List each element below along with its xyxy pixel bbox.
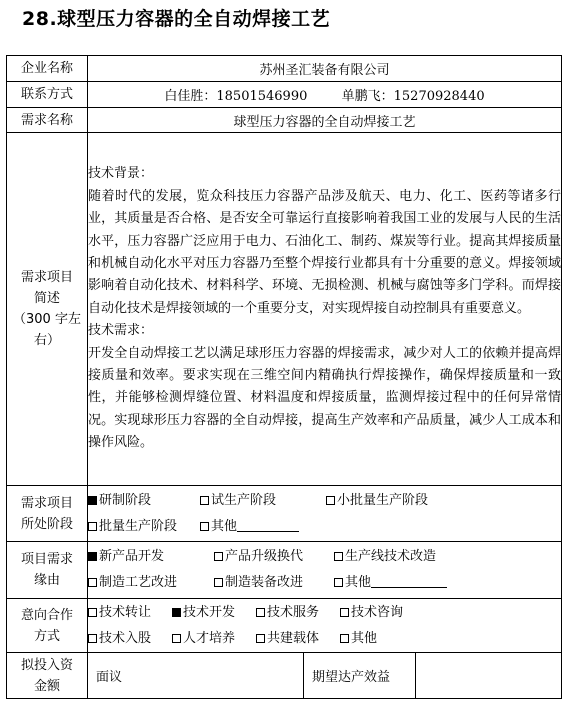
reason-option[interactable]: 制造工艺改进 <box>88 570 214 596</box>
requirement-heading: 技术需求： <box>88 323 154 339</box>
contact-value <box>88 82 562 108</box>
investment-label: 拟投入资 金额 <box>7 653 88 699</box>
checkbox-icon[interactable] <box>334 552 343 561</box>
checkbox-icon[interactable] <box>88 496 97 505</box>
investment-amount: 面议 <box>88 653 304 698</box>
summary-label: 需求项目 简述 （300 字左 右） <box>7 133 88 486</box>
stage-option[interactable]: 研制阶段 <box>88 488 200 514</box>
checkbox-icon[interactable] <box>172 634 181 643</box>
cooperation-option[interactable]: 其他 <box>340 626 377 652</box>
cooperation-option[interactable]: 技术入股 <box>88 626 172 652</box>
stage-option[interactable]: 批量生产阶段 <box>88 514 200 540</box>
reason-options <box>88 542 562 599</box>
checkbox-icon[interactable] <box>200 522 209 531</box>
checkbox-icon[interactable] <box>214 578 223 587</box>
reason-option[interactable]: 其他 <box>334 570 447 596</box>
demand-name-label: 需求名称 <box>7 108 88 133</box>
stage-label: 需求项目 所处阶段 <box>7 486 88 542</box>
reason-option[interactable]: 产品升级换代 <box>214 544 334 570</box>
checkbox-icon[interactable] <box>326 496 335 505</box>
requirement-text: 开发全自动焊接工艺以满足球形压力容器的焊接需求，减少对人工的依赖并提高焊接质量和效率。要求实现在三维空间内精确执行焊接操作，确保焊接质量和一致性，并能够检测焊缝位置、材料温度和焊接质量，监测焊接过程中的任何异常情况。实现球形压力容器的全自动焊接，提高生产效率和产品质量，减少人工成本和操作风险。 <box>88 345 561 451</box>
checkbox-icon[interactable] <box>88 552 97 561</box>
checkbox-icon[interactable] <box>172 608 181 617</box>
cooperation-label: 意向合作 方式 <box>7 599 88 653</box>
checkbox-icon[interactable] <box>340 634 349 643</box>
other-blank-line[interactable] <box>371 575 447 588</box>
checkbox-icon[interactable] <box>88 522 97 531</box>
cooperation-option[interactable]: 人才培养 <box>172 626 256 652</box>
summary-content <box>88 133 562 486</box>
demand-form-table <box>6 55 562 699</box>
reason-label: 项目需求 缘由 <box>7 542 88 599</box>
checkbox-icon[interactable] <box>200 496 209 505</box>
contact-person-1: 白佳胜：18501546990 <box>164 89 308 104</box>
cooperation-option[interactable]: 技术转让 <box>88 600 172 626</box>
checkbox-icon[interactable] <box>340 608 349 617</box>
checkbox-icon[interactable] <box>88 608 97 617</box>
background-heading: 技术背景： <box>88 166 154 182</box>
page-title: 28.球型压力容器的全自动焊接工艺 <box>22 8 331 30</box>
reason-option[interactable]: 生产线技术改造 <box>334 544 436 570</box>
checkbox-icon[interactable] <box>88 634 97 643</box>
demand-name-value: 球型压力容器的全自动焊接工艺 <box>88 108 562 133</box>
contact-person-2: 单鹏飞：15270928440 <box>341 89 485 104</box>
cooperation-option[interactable]: 技术服务 <box>256 600 340 626</box>
cooperation-option[interactable]: 技术咨询 <box>340 600 403 626</box>
stage-options <box>88 486 562 542</box>
reason-option[interactable]: 制造装备改进 <box>214 570 334 596</box>
checkbox-icon[interactable] <box>256 608 265 617</box>
stage-option[interactable]: 试生产阶段 <box>200 488 326 514</box>
stage-option[interactable]: 其他 <box>200 514 299 540</box>
checkbox-icon[interactable] <box>214 552 223 561</box>
checkbox-icon[interactable] <box>88 578 97 587</box>
cooperation-options <box>88 599 562 653</box>
stage-option[interactable]: 小批量生产阶段 <box>326 488 428 514</box>
cooperation-option[interactable]: 技术开发 <box>172 600 256 626</box>
company-value: 苏州圣汇装备有限公司 <box>88 56 562 82</box>
expected-benefit-label: 期望达产效益 <box>304 653 416 698</box>
checkbox-icon[interactable] <box>334 578 343 587</box>
investment-row <box>88 653 562 699</box>
cooperation-option[interactable]: 共建载体 <box>256 626 340 652</box>
other-blank-line[interactable] <box>237 519 299 532</box>
company-label: 企业名称 <box>7 56 88 82</box>
background-text: 随着时代的发展，览众科技压力容器产品涉及航天、电力、化工、医药等诸多行业，其质量是否合格、是否安全可靠运行直接影响着我国工业的发展与人民的生活水平，压力容器广泛应用于电力、石油化工、制药、煤炭等行业。提高其焊接质量和机械自动化水平对压力容器乃至整个焊接行业都具有十分重要的意义。焊接领域影响着自动化技术、材料科学、环境、无损检测、机械与腐蚀等多门学科。而焊接自动化技术是焊接领域的一个重要分支，对实现焊接自动控制具有重要意义。 <box>88 188 561 316</box>
expected-benefit-value[interactable] <box>416 653 561 698</box>
contact-label: 联系方式 <box>7 82 88 108</box>
reason-option[interactable]: 新产品开发 <box>88 544 214 570</box>
checkbox-icon[interactable] <box>256 634 265 643</box>
